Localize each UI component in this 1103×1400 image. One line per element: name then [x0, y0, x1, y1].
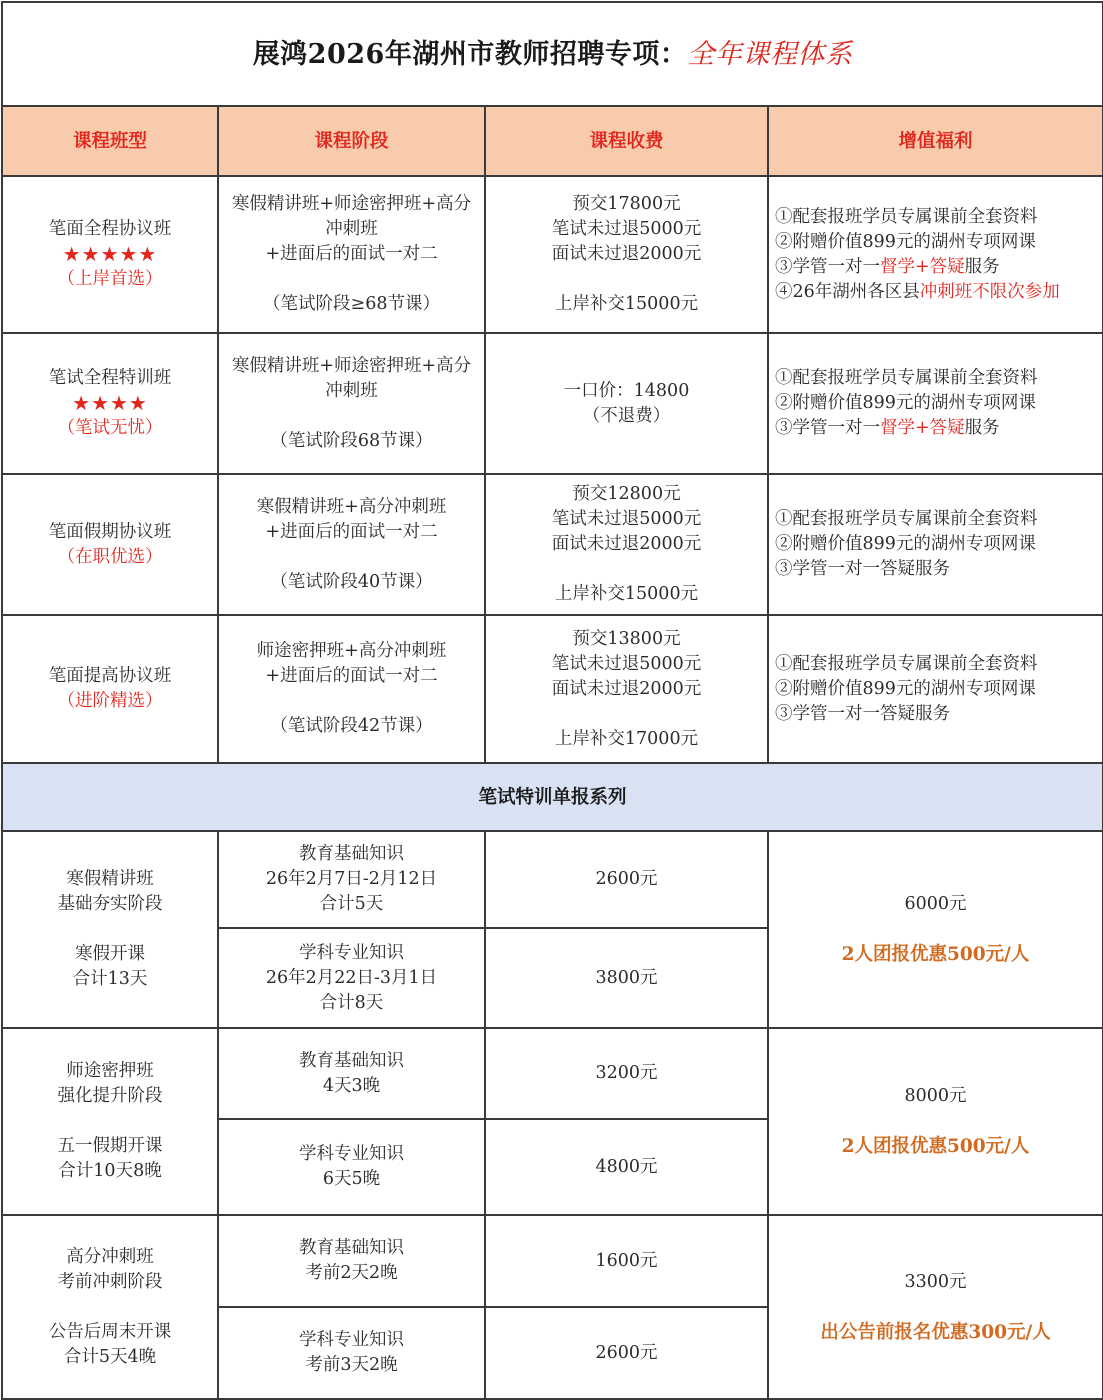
fee-line: 一口价：14800 — [563, 380, 690, 401]
table-row — [2, 831, 1103, 928]
fee-line: 上岸补交17000元 — [554, 728, 699, 749]
course-stage-cell — [218, 176, 485, 333]
benefit-line: ④26年湖州各区县冲刺班不限次参加 — [775, 281, 1060, 302]
title-main: 展鸿2026年湖州市教师招聘专项： — [252, 38, 688, 70]
total-price: 6000元 — [904, 894, 967, 914]
page-title — [2, 2, 1103, 106]
course-name-cell — [2, 333, 218, 474]
star-rating: ★★★★★ — [62, 242, 158, 266]
single-stage-cell: 教育基础知识 26年2月7日-2月12日 合计5天 — [218, 831, 485, 928]
benefit-line: ②附赠价值899元的湖州专项网课 — [775, 393, 1036, 413]
benefit-line: ③学管一对一督学+答疑服务 — [775, 256, 1000, 277]
stage-line: 冲刺班 — [325, 380, 378, 401]
course-name: 笔试全程特训班 — [48, 368, 172, 388]
course-name-cell — [2, 176, 218, 333]
stage-line: 冲刺班 — [325, 219, 378, 239]
stage-line: 师途密押班+高分冲刺班 — [256, 641, 447, 661]
star-rating: ★★★★ — [72, 391, 148, 415]
stage-lessons: （笔试阶段40节课） — [270, 571, 433, 592]
single-stage-cell: 学科专业知识 考前3天2晚 — [218, 1307, 485, 1399]
course-name: 笔面假期协议班 — [48, 521, 172, 542]
single-price: 3800元 — [485, 928, 768, 1028]
header-benefits: 增值福利 — [768, 106, 1103, 176]
single-price: 1600元 — [485, 1215, 768, 1307]
course-tag: （笔试无忧） — [57, 418, 163, 438]
course-fee-cell — [485, 474, 768, 615]
benefit-line: ①配套报班学员专属课前全套资料 — [775, 509, 1038, 529]
fee-line: 上岸补交15000元 — [554, 294, 699, 314]
benefit-line: ①配套报班学员专属课前全套资料 — [775, 206, 1038, 227]
fee-line: 笔试未过退5000元 — [551, 653, 702, 674]
table-header — [2, 106, 1103, 176]
single-stage-cell: 教育基础知识 考前2天2晚 — [218, 1215, 485, 1307]
benefit-line: ③学管一对一督学+答疑服务 — [775, 418, 1000, 438]
single-name-cell: 师途密押班 强化提升阶段 五一假期开课 合计10天8晚 — [2, 1028, 218, 1215]
table-row — [2, 615, 1103, 763]
course-benefits-cell — [768, 615, 1103, 763]
benefit-line: ①配套报班学员专属课前全套资料 — [775, 653, 1038, 674]
fee-line: 笔试未过退5000元 — [551, 509, 702, 529]
stage-lessons: （笔试阶段≥68节课） — [263, 294, 440, 314]
course-benefits-cell — [768, 176, 1103, 333]
stage-line: +进面后的面试一对二 — [265, 666, 438, 686]
total-price: 8000元 — [904, 1086, 967, 1106]
single-total-cell — [768, 1215, 1103, 1399]
fee-line: 面试未过退2000元 — [551, 678, 702, 699]
course-name: 笔面提高协议班 — [48, 666, 172, 686]
group-promo: 2人团报优惠500元/人 — [841, 1136, 1030, 1157]
table-row — [2, 333, 1103, 474]
course-fee-cell — [485, 176, 768, 333]
fee-line: 上岸补交15000元 — [554, 584, 699, 604]
stage-lessons: （笔试阶段42节课） — [270, 716, 433, 736]
single-total-cell — [768, 831, 1103, 1028]
stage-line: 寒假精讲班+师途密押班+高分 — [231, 194, 472, 214]
table-row — [2, 474, 1103, 615]
fee-line: 预交13800元 — [572, 628, 681, 649]
single-price: 4800元 — [485, 1119, 768, 1215]
benefit-line: ②附赠价值899元的湖州专项网课 — [775, 231, 1036, 252]
title-highlight: 全年课程体系 — [687, 38, 853, 70]
course-name: 笔面全程协议班 — [48, 219, 172, 239]
single-price: 2600元 — [485, 1307, 768, 1399]
single-stage-cell: 学科专业知识 26年2月22日-3月1日 合计8天 — [218, 928, 485, 1028]
single-name-cell: 高分冲刺班 考前冲刺阶段 公告后周末开课 合计5天4晚 — [2, 1215, 218, 1399]
fee-line: 面试未过退2000元 — [551, 244, 702, 264]
section-title: 笔试特训单报系列 — [2, 763, 1103, 831]
course-stage-cell — [218, 333, 485, 474]
course-fee-cell — [485, 333, 768, 474]
course-tag: （在职优选） — [57, 546, 163, 567]
stage-line: 寒假精讲班+高分冲刺班 — [256, 496, 447, 517]
stage-line: +进面后的面试一对二 — [265, 521, 438, 542]
benefit-line: ①配套报班学员专属课前全套资料 — [775, 368, 1038, 388]
course-tag: （上岸首选） — [57, 269, 163, 289]
single-price: 2600元 — [485, 831, 768, 928]
stage-lessons: （笔试阶段68节课） — [270, 430, 433, 451]
benefit-line: ③学管一对一答疑服务 — [775, 559, 950, 579]
course-table — [1, 1, 1103, 1400]
header-stage: 课程阶段 — [218, 106, 485, 176]
table-row — [2, 176, 1103, 333]
header-fee: 课程收费 — [485, 106, 768, 176]
single-name-cell: 寒假精讲班 基础夯实阶段 寒假开课 合计13天 — [2, 831, 218, 1028]
total-price: 3300元 — [904, 1271, 967, 1292]
course-stage-cell — [218, 615, 485, 763]
course-name-cell — [2, 474, 218, 615]
single-stage-cell: 学科专业知识 6天5晚 — [218, 1119, 485, 1215]
course-stage-cell — [218, 474, 485, 615]
course-benefits-cell — [768, 474, 1103, 615]
stage-line: +进面后的面试一对二 — [265, 244, 438, 264]
table-row — [2, 1215, 1103, 1307]
benefit-line: ②附赠价值899元的湖州专项网课 — [775, 534, 1036, 554]
course-name-cell — [2, 615, 218, 763]
group-promo: 2人团报优惠500元/人 — [841, 944, 1030, 965]
fee-line: 面试未过退2000元 — [551, 534, 702, 554]
single-total-cell — [768, 1028, 1103, 1215]
benefit-line: ③学管一对一答疑服务 — [775, 703, 950, 724]
benefit-line: ②附赠价值899元的湖州专项网课 — [775, 678, 1036, 699]
stage-line: 寒假精讲班+师途密押班+高分 — [231, 355, 472, 376]
course-benefits-cell — [768, 333, 1103, 474]
fee-line: 预交12800元 — [572, 484, 681, 504]
fee-line: 笔试未过退5000元 — [551, 219, 702, 239]
header-class-type: 课程班型 — [2, 106, 218, 176]
single-stage-cell: 教育基础知识 4天3晚 — [218, 1028, 485, 1119]
course-tag: （进阶精选） — [57, 691, 163, 711]
group-promo: 出公告前报名优惠300元/人 — [820, 1321, 1051, 1343]
course-fee-cell — [485, 615, 768, 763]
fee-line: 预交17800元 — [572, 194, 681, 214]
table-row — [2, 1028, 1103, 1119]
single-price: 3200元 — [485, 1028, 768, 1119]
fee-line: （不退费） — [582, 405, 671, 426]
